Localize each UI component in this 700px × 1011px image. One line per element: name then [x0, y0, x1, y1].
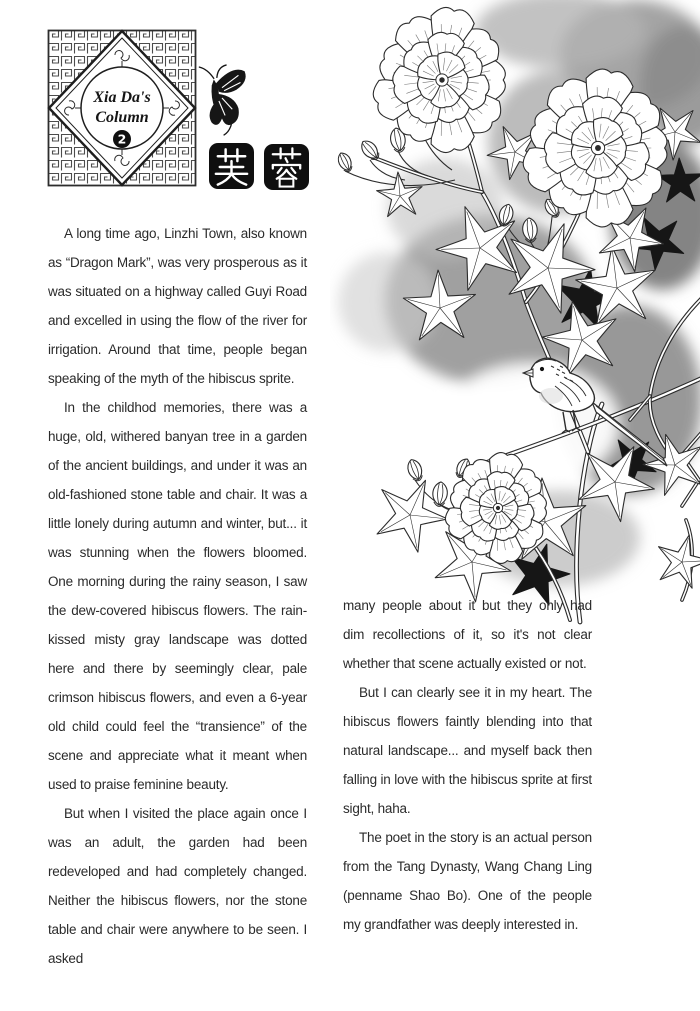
flower-bud — [432, 481, 449, 507]
kanji-fu-glyph — [209, 143, 254, 189]
paragraph: In the childhod memories, there was a huge, old, withered banyan tree in a garden of the ancient buildings, and under it was an old-fashioned stone table and chair. It was a little lonely during autumn and winter, but... it was stunning when the flowers bloomed. One morning during the rainy season, I saw the dew-covered hibiscus flowers. The rain-kissed misty gray landscape was dotted here and there by seemingly clear, pale crimson hibiscus flowers, and even a 6-year old child could feel the “transience” of the scene and appreciate what it meant when used to praise feminine beauty. — [48, 400, 307, 792]
butterfly-icon — [193, 63, 251, 137]
kanji-rong-badge — [264, 144, 309, 190]
column-number: 2 — [117, 131, 127, 147]
left-text-column — [48, 219, 307, 973]
kanji-rong-glyph — [264, 144, 309, 190]
flower-bud — [335, 151, 354, 174]
right-text-column — [343, 591, 592, 939]
paragraph: many people about it but they only had dim recollections of it, so it's not clear whether that scene actually existed or not. — [343, 598, 592, 671]
flower-bud — [405, 457, 425, 482]
hibiscus-illustration — [330, 0, 700, 625]
paragraph: But I can clearly see it in my heart. The hibiscus flowers faintly blending into that natural landscape... and myself back then falling in love with the hibiscus sprite at first sight, haha. — [343, 685, 592, 816]
column-title-line1: Xia Da's — [93, 89, 151, 106]
paragraph: But when I visited the place again once I was an adult, the garden had been redeveloped and had completely changed. Neither the hibiscus flowers, nor the stone table and chair were anywhere to be seen. I asked — [48, 806, 307, 966]
column-title-line2: Column — [95, 109, 149, 126]
paragraph: A long time ago, Linzhi Town, also known as “Dragon Mark”, was very prosperous as it was situated on a highway called Guyi Road and excelled in using the flow of the river for irrigation. Around that time, people began speaking of the myth of the hibiscus sprite. — [48, 226, 307, 386]
kanji-fu-badge — [209, 143, 254, 189]
paragraph: The poet in the story is an actual person from the Tang Dynasty, Wang Chang Ling (penname Shao Bo). One of the people my grandfather was deeply interested in. — [343, 830, 592, 932]
column-ornament-frame — [47, 29, 197, 187]
